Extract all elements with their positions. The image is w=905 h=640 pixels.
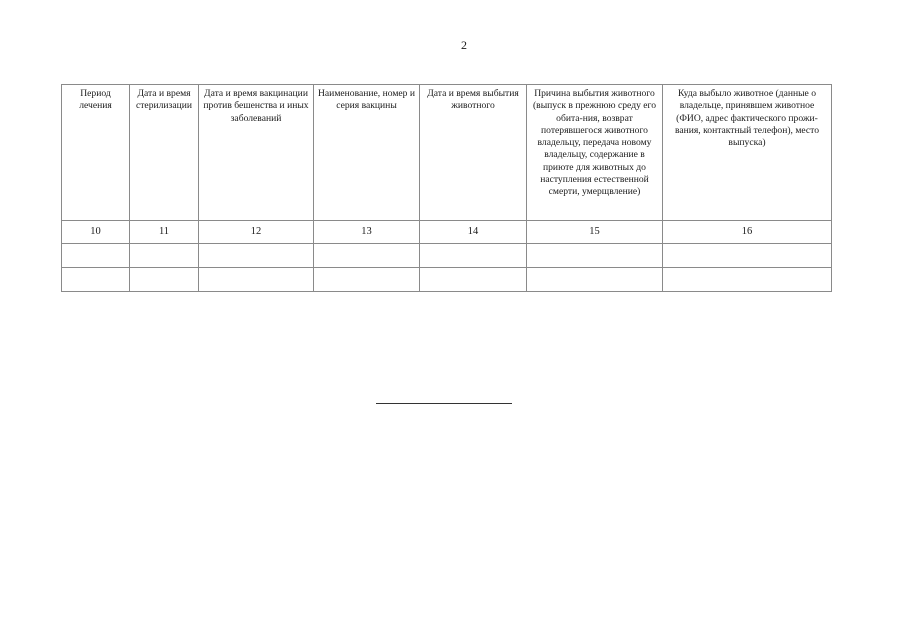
header-vaccination-date: Дата и время вакцинации против бешенства и иных заболеваний (199, 85, 314, 221)
register-table (61, 84, 832, 292)
table-cell (527, 244, 663, 268)
header-row (62, 85, 832, 221)
header-treatment-period: Период лечения (62, 85, 130, 221)
table-cell (420, 268, 527, 292)
header-sterilization-date: Дата и время стерилизации (130, 85, 199, 221)
header-vaccine-name: Наименование, номер и серия вакцины (314, 85, 420, 221)
column-number: 16 (663, 221, 832, 244)
table-cell (130, 244, 199, 268)
column-number: 10 (62, 221, 130, 244)
table-cell (663, 268, 832, 292)
table-cell (62, 268, 130, 292)
table-cell (199, 268, 314, 292)
page-number: 2 (461, 38, 467, 52)
column-number: 11 (130, 221, 199, 244)
header-departure-destination: Куда выбыло животное (данные о владельце, принявшем животное (ФИО, адрес фактического прожи-вания, контактный телефон), место выпуска) (663, 85, 832, 221)
table-cell (130, 268, 199, 292)
column-number: 12 (199, 221, 314, 244)
table-cell (314, 244, 420, 268)
column-number-row (62, 221, 832, 244)
table-cell (527, 268, 663, 292)
table-cell (199, 244, 314, 268)
column-number: 14 (420, 221, 527, 244)
table-row (62, 244, 832, 268)
column-number: 13 (314, 221, 420, 244)
table-cell (62, 244, 130, 268)
column-number: 15 (527, 221, 663, 244)
table-cell (314, 268, 420, 292)
table-cell (663, 244, 832, 268)
table-cell (420, 244, 527, 268)
header-departure-reason: Причина выбытия животного (выпуск в прежнюю среду его обита-ния, возврат потерявшегося животного владельцу, передача новому владельцу, содержание в приюте для животных до наступления естественной смерти, умерщвление) (527, 85, 663, 221)
signature-line (376, 403, 512, 404)
header-departure-date: Дата и время выбытия животного (420, 85, 527, 221)
table-row (62, 268, 832, 292)
